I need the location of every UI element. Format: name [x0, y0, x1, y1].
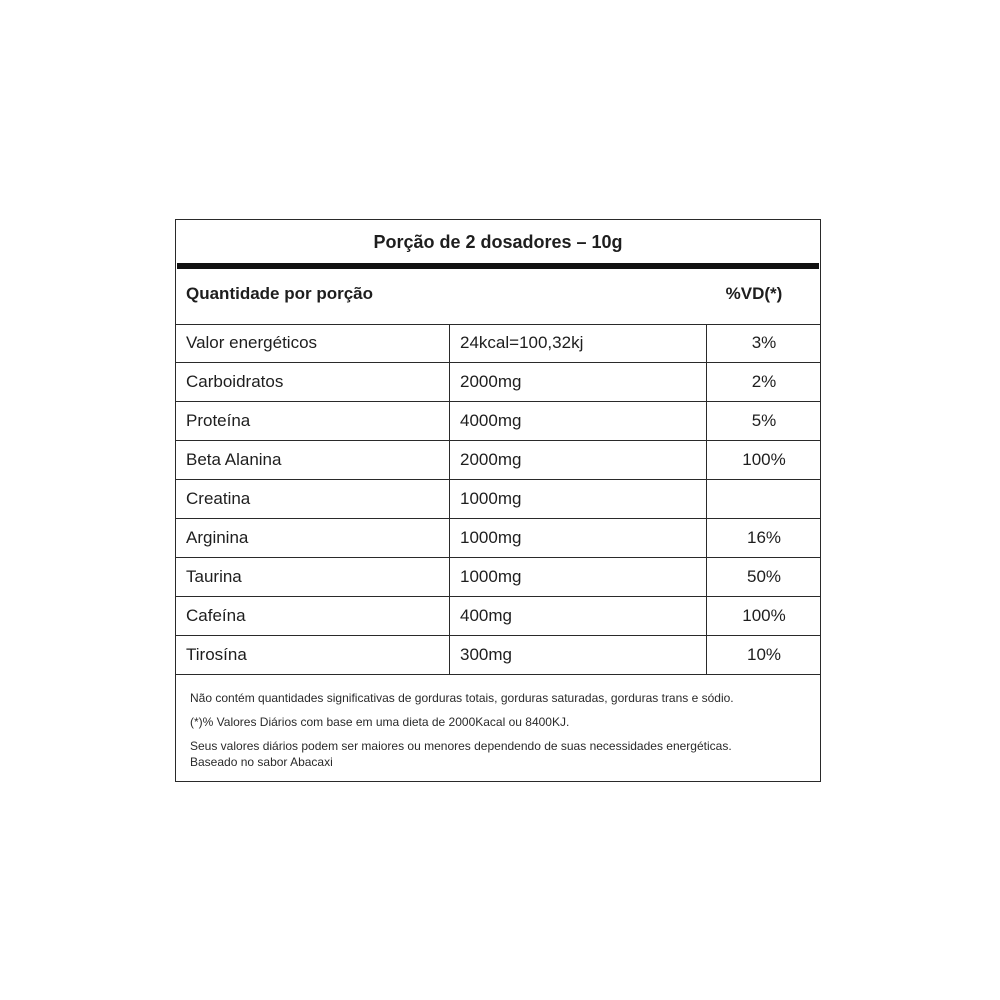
table-row	[176, 636, 821, 675]
nutrient-vd: 16%	[707, 519, 822, 558]
nutrient-name: Carboidratos	[176, 363, 450, 402]
nutrient-name: Beta Alanina	[176, 441, 450, 480]
vd-header: %VD(*)	[725, 284, 783, 303]
serving-title: Porção de 2 dosadores – 10g	[373, 232, 623, 252]
table-row	[176, 519, 821, 558]
nutrient-amount: 300mg	[450, 636, 707, 675]
nutrient-amount: 2000mg	[450, 363, 707, 402]
nutrient-table	[176, 324, 821, 675]
nutrition-label	[175, 219, 821, 782]
nutrient-name: Taurina	[176, 558, 450, 597]
nutrient-amount: 1000mg	[450, 558, 707, 597]
nutrient-name: Cafeína	[176, 597, 450, 636]
nutrient-name: Valor energéticos	[176, 324, 450, 363]
nutrient-vd: 3%	[707, 324, 822, 363]
nutrient-vd: 100%	[707, 597, 822, 636]
footnotes	[190, 690, 810, 770]
table-row	[176, 597, 821, 636]
table-row	[176, 402, 821, 441]
nutrient-name: Tirosína	[176, 636, 450, 675]
nutrient-amount: 1000mg	[450, 480, 707, 519]
nutrient-name: Creatina	[176, 480, 450, 519]
nutrient-name: Arginina	[176, 519, 450, 558]
nutrient-vd: 5%	[707, 402, 822, 441]
nutrient-vd: 50%	[707, 558, 822, 597]
nutrient-name: Proteína	[176, 402, 450, 441]
table-row	[176, 324, 821, 363]
quantity-header-row	[176, 269, 820, 325]
nutrient-amount: 4000mg	[450, 402, 707, 441]
table-row	[176, 558, 821, 597]
nutrient-vd: 10%	[707, 636, 822, 675]
table-row	[176, 441, 821, 480]
footnote-energy-needs: Seus valores diários podem ser maiores ou menores dependendo de suas necessidades energéticas.	[190, 739, 732, 753]
footnote-fats: Não contém quantidades significativas de gorduras totais, gorduras saturadas, gorduras trans e sódio.	[190, 691, 734, 705]
footnote-flavor: Baseado no sabor Abacaxi	[190, 755, 333, 769]
nutrient-vd: 100%	[707, 441, 822, 480]
nutrient-amount: 24kcal=100,32kj	[450, 324, 707, 363]
nutrient-amount: 2000mg	[450, 441, 707, 480]
nutrient-amount: 400mg	[450, 597, 707, 636]
table-row	[176, 363, 821, 402]
footnote-daily-values: (*)% Valores Diários com base em uma dieta de 2000Kacal ou 8400KJ.	[190, 715, 570, 729]
table-row	[176, 480, 821, 519]
nutrient-vd: 2%	[707, 363, 822, 402]
nutrient-vd	[707, 480, 822, 519]
quantity-header: Quantidade por porção	[186, 284, 374, 303]
nutrient-amount: 1000mg	[450, 519, 707, 558]
